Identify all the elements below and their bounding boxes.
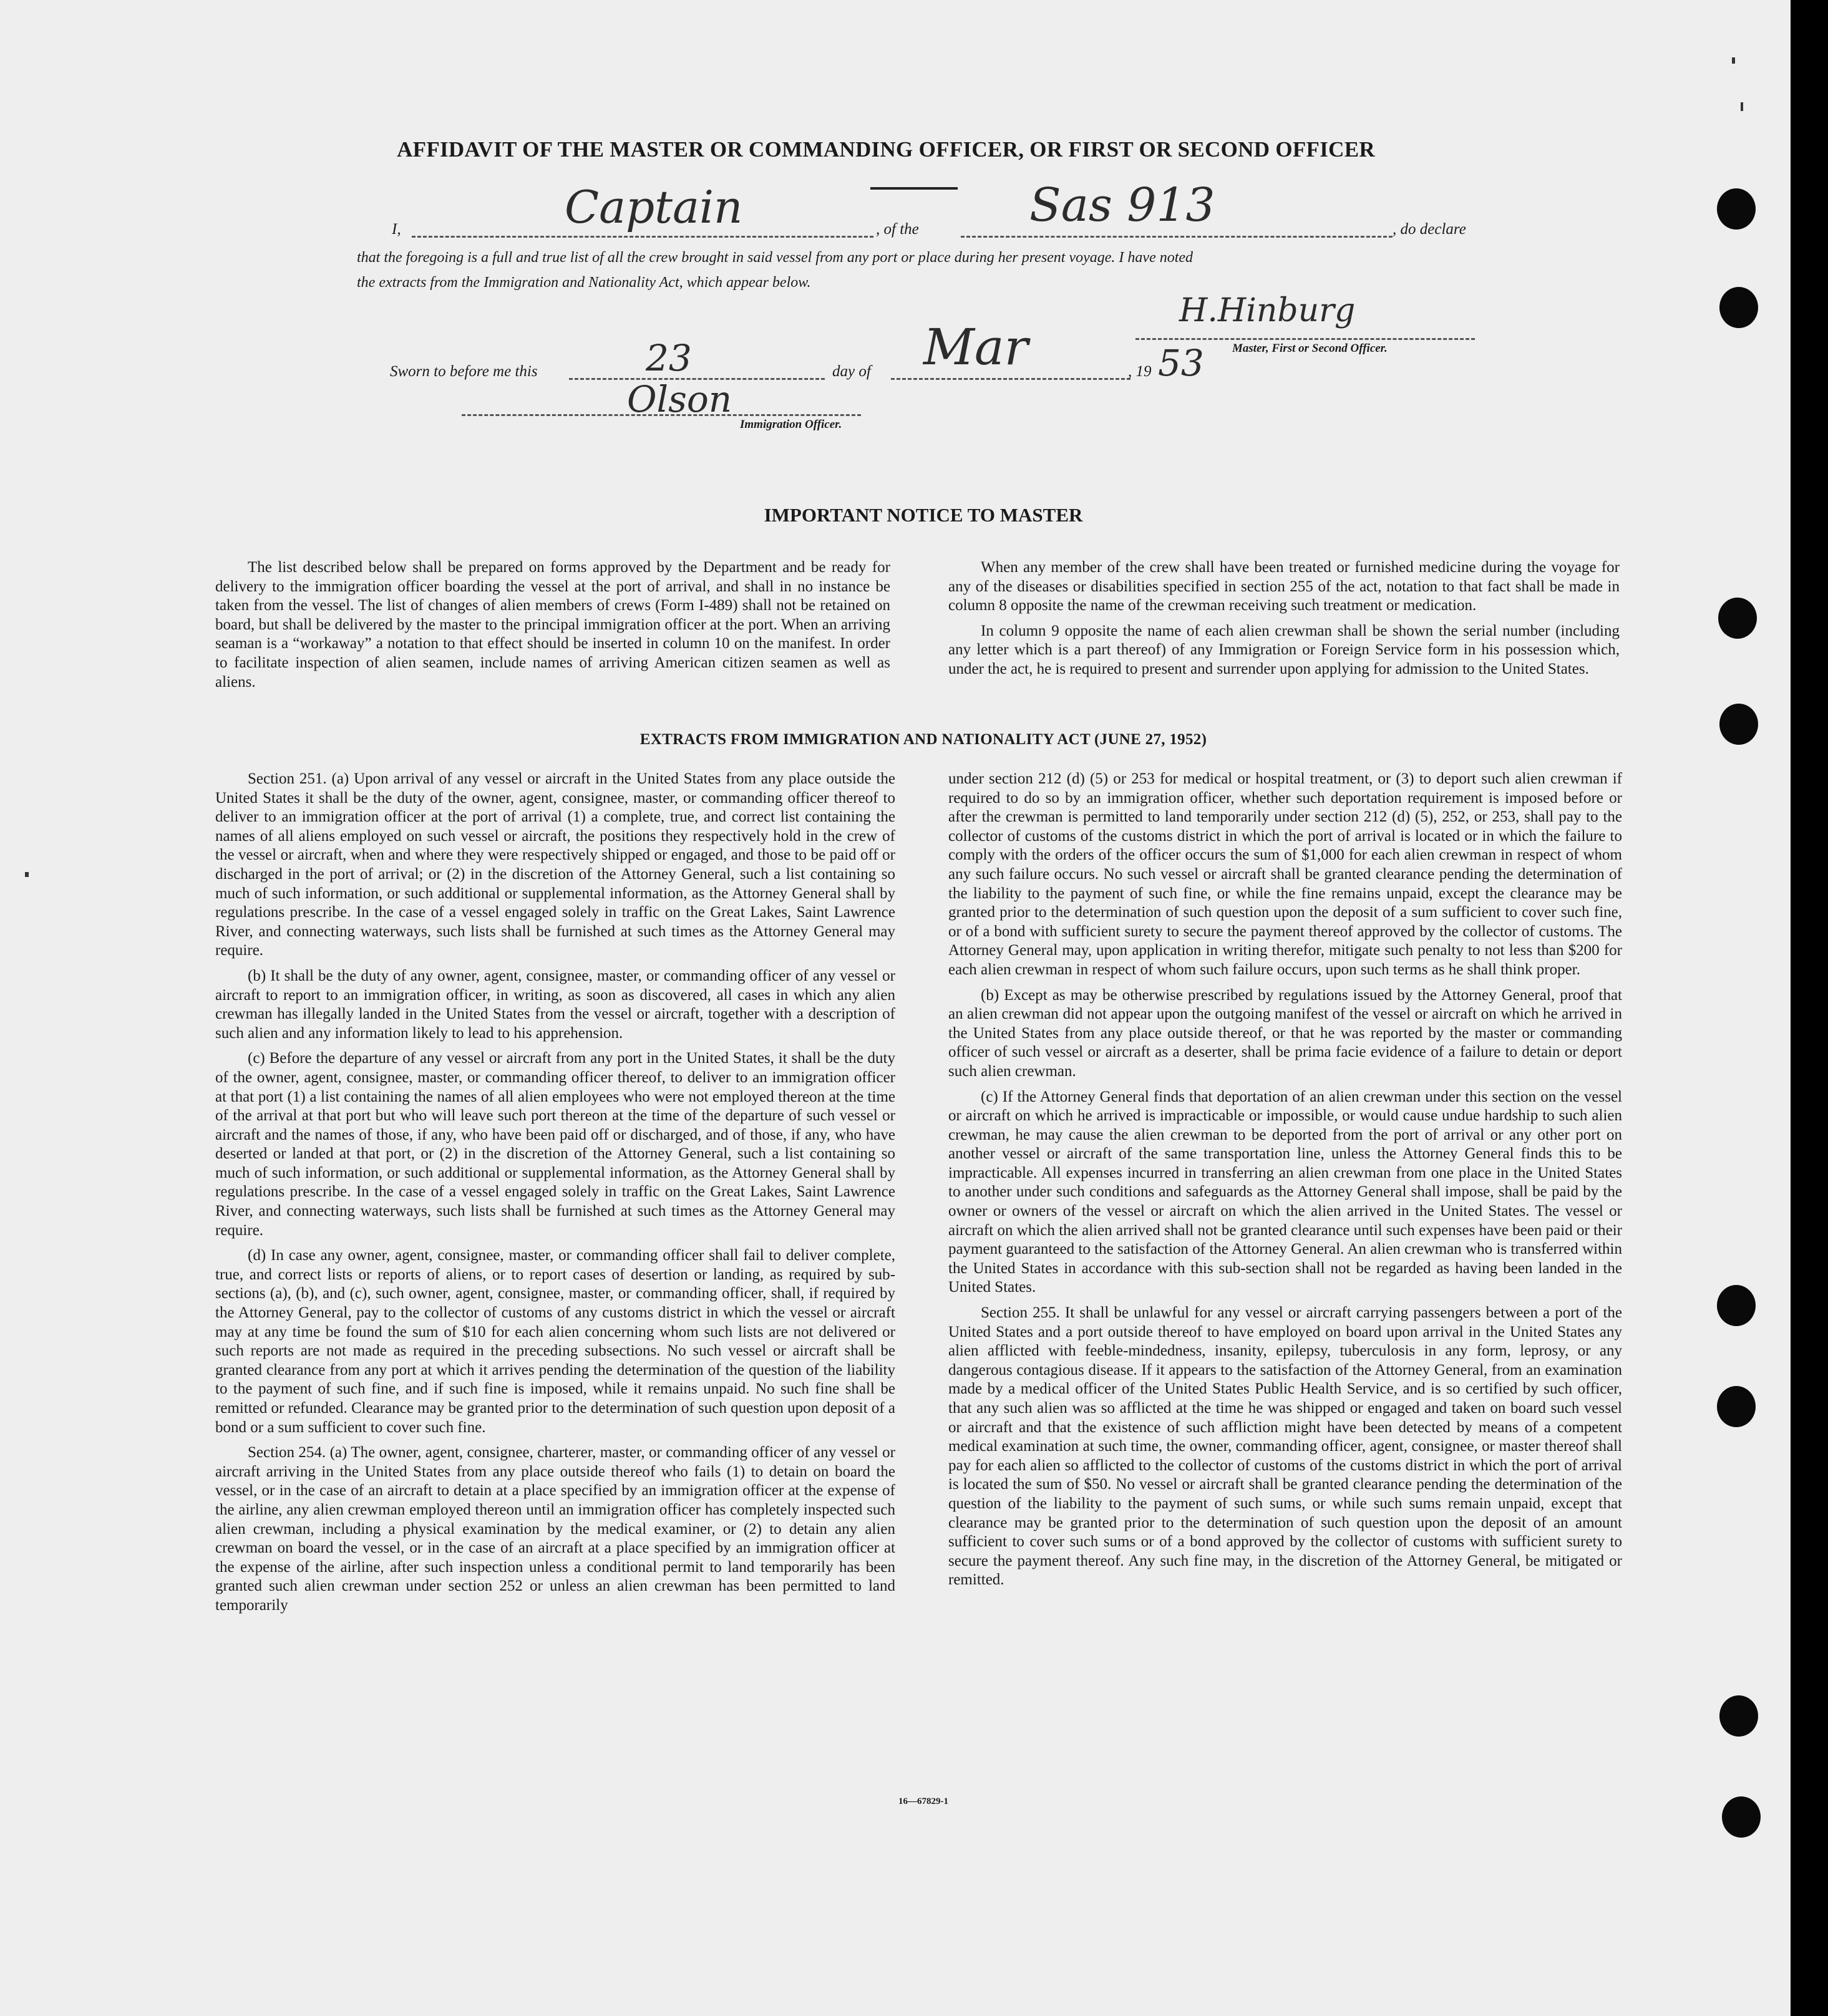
do-declare-label: , do declare: [1393, 221, 1466, 238]
handwritten-vessel: Sas 913: [1029, 178, 1215, 232]
affidavit-title: AFFIDAVIT OF THE MASTER OR COMMANDING OFFICER, OR FIRST OR SECOND OFFICER: [397, 137, 1375, 162]
punch-hole: [1722, 1796, 1761, 1838]
extracts-left-column: [215, 770, 895, 1622]
form-number: 16—67829-1: [898, 1796, 948, 1806]
punch-hole: [1717, 1285, 1756, 1326]
declaration-line-1: that the foregoing is a full and true list of all the crew brought in said vessel from any port or place during her present voyage. I have noted: [357, 250, 1194, 266]
extract-paragraph: (b) Except as may be otherwise prescribed by regulations issued by the Attorney General, proof that an alien crewman did not appear upon the outgoing manifest of the vessel or aircraft on which he arrived in the United States from any place outside thereof, or that he was reported by the master or commanding officer of such vessel or aircraft as a deserter, shall be prima facie evidence of a failure to detain or deport such alien crewman.: [948, 986, 1622, 1080]
extract-paragraph: Section 255. It shall be unlawful for any vessel or aircraft carrying passengers between a port of the United States and a port outside thereof to have employed on board upon arrival in the United States any alien afflicted with feeble-mindedness, insanity, epilepsy, tuberculosis in any form, leprosy, or any dangerous contagious disease. If it appears to the satisfaction of the Attorney General, from an examination made by a medical officer of the United States Public Health Service, and is so certified by such officer, that any such alien was so afflicted at the time he was shipped or engaged and taken on board such vessel or aircraft and that the existence of such affliction might have been detected by means of a competent medical examination at such time, the owner, commanding officer, agent, consignee, or master thereof shall pay for each alien so afflicted to the collector of customs of the customs district in which the port of arrival is located the sum of $50. No vessel or aircraft shall be granted clearance pending the determination of the question of the liability to the payment of such sums, or while such sums remain unpaid, except that clearance may be granted prior to the determination of such question upon the deposit of an amount sufficient to cover such sums or of a bond approved by the collector of customs with sufficient surety to secure the payment thereof. Any such fine may, in the discretion of the Attorney General, be mitigated or remitted.: [948, 1304, 1622, 1589]
of-the-label: , of the: [876, 221, 919, 238]
extract-paragraph: Section 251. (a) Upon arrival of any vessel or aircraft in the United States from any place outside the United States it shall be the duty of the owner, agent, consignee, master, or commanding officer thereof to deliver to an immigration officer at the port of arrival (1) a complete, true, and correct list containing the names of all aliens employed on such vessel or aircraft, the positions they respectively hold in the crew of the vessel or aircraft, when and where they were respectively shipped or engaged, and those to be paid off or discharged in the port of arrival; or (2) in the discretion of the Attorney General, such a list containing so much of such information, or such additional or supplemental information, as the Attorney General shall by regulations prescribe. In the case of a vessel engaged solely in traffic on the Great Lakes, Saint Lawrence River, and connecting waterways, such lists shall be furnished at such times as the Attorney General may require.: [215, 770, 895, 959]
declaration-line-2: the extracts from the Immigration and Nationality Act, which appear below.: [357, 274, 811, 291]
rank-line: [412, 236, 873, 238]
officer-line: [462, 414, 861, 416]
title-rule: [870, 187, 958, 190]
extract-paragraph: (c) Before the departure of any vessel or aircraft from any port in the United States, it shall be the duty of the owner, agent, consignee, master, or commanding officer thereof, to deliver to an immigration officer at that port (1) a list containing the names of all alien employees who were not employed thereon at the time of the arrival at that port but who will leave such port thereon at the time of the departure of such vessel or aircraft and the names of those, if any, who have been paid off or discharged, and of those, if any, who have deserted or landed at that port, or (2) in the discretion of the Attorney General, such a list containing so much of such information, or such additional or supplemental information, as the Attorney General shall by regulations prescribe. In the case of a vessel engaged solely in traffic on the Great Lakes, Saint Lawrence River, and connecting waterways, such lists shall be furnished at such times as the Attorney General may require.: [215, 1050, 895, 1239]
extract-paragraph: under section 212 (d) (5) or 253 for medical or hospital treatment, or (3) to deport such alien crewman if required to do so by an immigration officer, whether such deportation requirement is imposed before or after the crewman is permitted to land temporarily under section 212 (d) (5), 252, or 253, shall pay to the collector of customs of the customs district in which the port of arrival is located or in which the failure to comply with the orders of the officer occurs the sum of $1,000 for each alien crewman in respect of whom any such failure occurs. No such vessel or aircraft shall be granted clearance pending the determination of the liability to the payment of such fine, or while the fine remains unpaid, except the clearance may be granted prior to the determination of such question upon the deposit of a sum sufficient to cover such fine, or of a bond with sufficient surety to secure the payment thereof approved by the collector of customs. The Attorney General may, upon application in writing therefor, mitigate such penalty to not less than $200 for each alien crewman in respect of whom such failure occurs, upon such terms as he shall think proper.: [948, 770, 1622, 978]
notice-title: IMPORTANT NOTICE TO MASTER: [764, 504, 1083, 526]
handwritten-month: Mar: [923, 318, 1028, 376]
extract-paragraph: (b) It shall be the duty of any owner, agent, consignee, master, or commanding officer of any vessel or aircraft to report to an immigration officer, in writing, as soon as discovered, all cases in which any alien crewman has illegally landed in the United States from the vessel or aircraft, together with a description of such alien and any information likely to lead to his apprehension.: [215, 967, 895, 1042]
extract-paragraph: Section 254. (a) The owner, agent, consignee, charterer, master, or commanding officer of any vessel or aircraft arriving in the United States from any place outside thereof who fails (1) to detain on board the vessel, or in the case of an aircraft to detain at a place specified by an immigration officer at the expense of the airline, any alien crewman employed thereon until an immigration officer has completely inspected such alien crewman, including a physical examination by the medical examiner, or (2) to detain any alien crewman on board the vessel, or in the case of an aircraft at a place specified by an immigration officer at the expense of the airline, after such inspection unless a conditional permit to land temporarily has been granted such alien crewman under section 252 or unless an alien crewman has been permitted to land temporarily: [215, 1444, 895, 1614]
notice-paragraph: When any member of the crew shall have been treated or furnished medicine during the voyage for any of the diseases or disabilities specified in section 255 of the act, notation to that fact shall be made in column 8 opposite the name of the crewman receiving such treatment or medication.: [948, 559, 1620, 614]
punch-hole: [1717, 188, 1756, 230]
master-label: Master, First or Second Officer.: [1232, 342, 1388, 355]
year-prefix-label: , 19: [1128, 363, 1152, 380]
immigration-officer-label: Immigration Officer.: [740, 418, 842, 431]
punch-hole: [1717, 1386, 1756, 1427]
speck: [25, 872, 29, 877]
punch-hole: [1719, 1695, 1758, 1737]
punch-hole: [1719, 704, 1758, 745]
master-line: [1135, 338, 1475, 340]
notice-paragraph: The list described below shall be prepared on forms approved by the Department and be ready for delivery to the immigration officer boarding the vessel at the port of arrival, and shall in no instance be taken from the vessel. The list of changes of alien members of crews (Form I-489) shall not be retained on board, but shall be delivered by the master to the principal immigration officer at the port. When an arriving seaman is a “workaway” a notation to that effect should be inserted in column 10 on the manifest. In order to facilitate inspection of alien seamen, include names of arriving American citizen seamen as well as aliens.: [215, 559, 890, 691]
speck: [1732, 57, 1735, 64]
notice-left-column: [215, 558, 890, 698]
handwritten-day: 23: [646, 337, 692, 379]
speck: [1741, 102, 1743, 111]
day-of-label: day of: [832, 363, 871, 380]
notice-paragraph: In column 9 opposite the name of each alien crewman shall be shown the serial number (including any letter which is a part thereof) of any Immigration or Foreign Service form in his possession which, under the act, he is required to present and surrender upon applying for admission to the United States.: [948, 622, 1620, 677]
handwritten-rank: Captain: [565, 181, 743, 233]
punch-hole: [1719, 287, 1758, 328]
extract-paragraph: (d) In case any owner, agent, consignee, master, or commanding officer shall fail to deliver complete, true, and correct lists or reports of aliens, or to report cases of desertion or landing, as required by sub-sections (a), (b), and (c), such owner, agent, consignee, master, or commanding officer, shall, if required by the Attorney General, pay to the collector of customs of any customs district in which the vessel or aircraft may at any time be found the sum of $10 for each alien concerning whom such lists are not delivered or such reports are not made as required in the preceding subsections. No such vessel or aircraft shall be granted clearance from any port at which it arrives pending the determination of the question of the liability to the payment of such fine, and if such fine is imposed, while it remains unpaid. No such fine shall be remitted or refunded. Clearance may be granted prior to the determination of such question upon deposit of a bond or a sum sufficient to cover such fine.: [215, 1247, 895, 1436]
sworn-label: Sworn to before me this: [390, 363, 538, 380]
extract-paragraph: (c) If the Attorney General finds that deportation of an alien crewman under this section on the vessel or aircraft on which he arrived is impracticable or impossible, or would cause undue hardship to such alien crewman, he may cause the alien crewman to be deported from the port of arrival or any other port on another vessel or aircraft of the same transportation line, unless the Attorney General finds this to be impracticable. All expenses incurred in transferring an alien crewman from one place in the United States to another under such conditions and safeguards as the Attorney General shall impose, shall be paid by the owner or owners of the vessel or aircraft on which the alien arrived in the United States. The vessel or aircraft on which the alien arrived shall not be granted clearance until such expenses have been paid or their payment guaranteed to the satisfaction of the Attorney General. An alien crewman who is transferred within the United States in accordance with this sub-section shall not be regarded as having been landed in the United States.: [948, 1088, 1622, 1296]
punch-hole: [1718, 598, 1757, 639]
i-label: I,: [392, 221, 401, 238]
vessel-line: [961, 236, 1393, 238]
notice-right-column: [948, 558, 1620, 686]
extracts-right-column: [948, 770, 1622, 1596]
month-line: [891, 378, 1130, 380]
extracts-title: EXTRACTS FROM IMMIGRATION AND NATIONALITY ACT (JUNE 27, 1952): [639, 731, 1207, 748]
handwritten-year: 53: [1158, 342, 1204, 384]
handwritten-signature: H.Hinburg: [1179, 292, 1356, 329]
handwritten-officer: Olson: [627, 378, 732, 420]
